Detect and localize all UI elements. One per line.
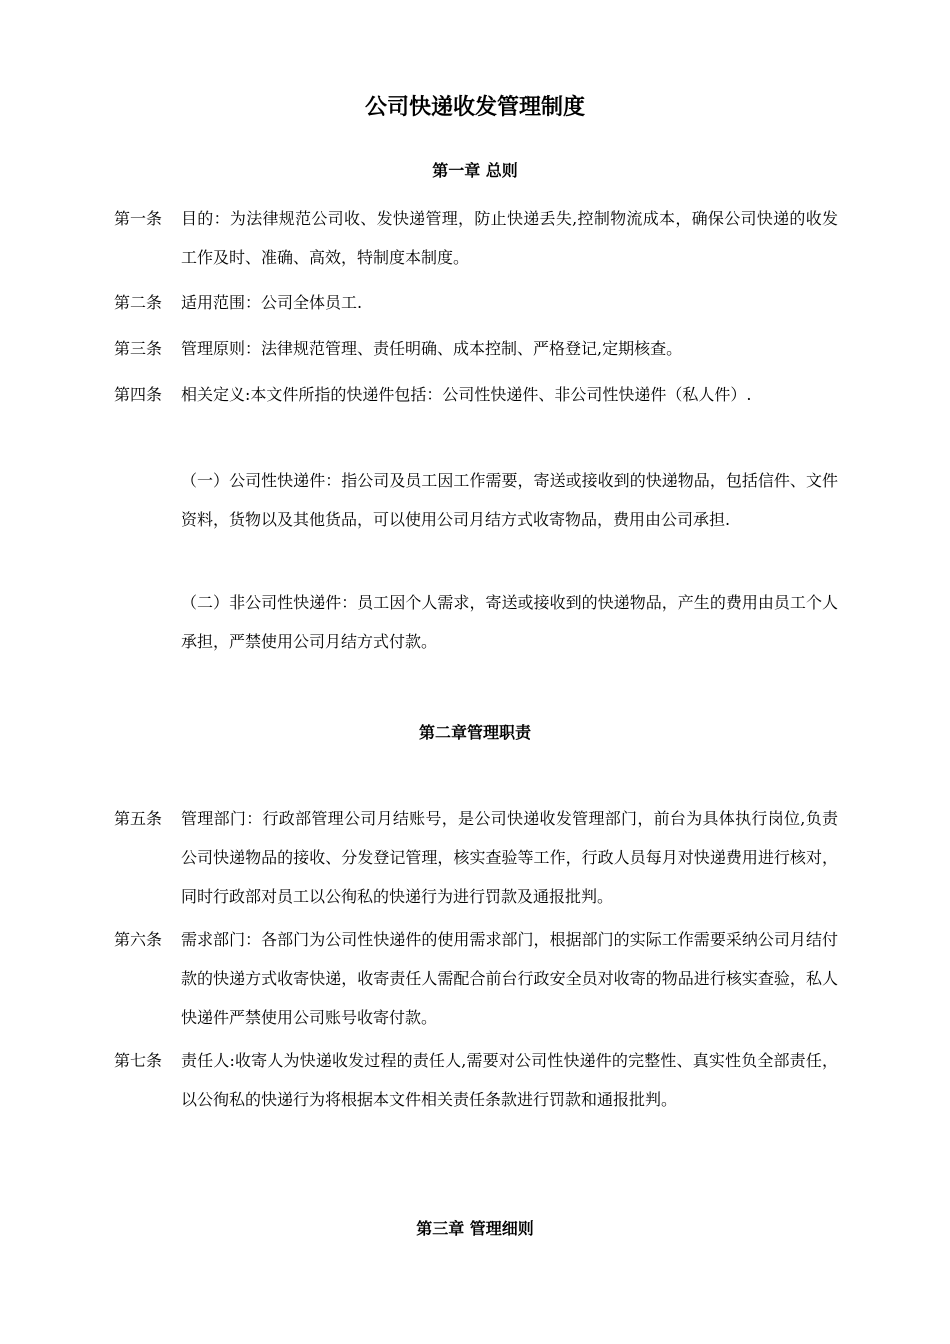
article-text: 需求部门：各部门为公司性快递件的使用需求部门，根据部门的实际工作需要采纳公司月结付款的快递方式收寄快递，收寄责任人需配合前台行政安全员对收寄的物品进行核实查验，私人快递件严禁使用公司账号收寄付款。 xyxy=(181,930,838,1027)
article-text: 管理部门：行政部管理公司月结账号，是公司快递收发管理部门，前台为具体执行岗位,负责公司快递物品的接收、分发登记管理，核实查验等工作，行政人员每月对快递费用进行核对，同时行政部对员工以公徇私的快递行为进行罚款及通报批判。 xyxy=(181,809,838,906)
subitem-2: （二）非公司性快递件：员工因个人需求，寄送或接收到的快递物品，产生的费用由员工个人承担，严禁使用公司月结方式付款。 xyxy=(181,593,838,651)
article-number: 第四条 xyxy=(114,385,163,404)
article-5 xyxy=(114,799,838,916)
article-2 xyxy=(114,283,838,322)
article-3 xyxy=(114,329,838,368)
article-number: 第三条 xyxy=(114,339,163,358)
article-text: 适用范围：公司全体员工. xyxy=(181,293,363,312)
article-1 xyxy=(114,199,838,277)
article-text: 相关定义:本文件所指的快递件包括：公司性快递件、非公司性快递件（私人件）. xyxy=(181,385,752,404)
article-number: 第六条 xyxy=(114,930,163,949)
article-number: 第一条 xyxy=(114,209,163,228)
article-7 xyxy=(114,1041,838,1119)
article-number: 第七条 xyxy=(114,1051,163,1070)
article-text: 责任人:收寄人为快递收发过程的责任人,需要对公司性快递件的完整性、真实性负全部责任，以公徇私的快递行为将根据本文件相关责任条款进行罚款和通报批判。 xyxy=(181,1051,838,1109)
article-text: 管理原则：法律规范管理、责任明确、成本控制、严格登记,定期核查。 xyxy=(181,339,683,358)
article-4 xyxy=(114,375,838,414)
article-number: 第二条 xyxy=(114,293,163,312)
chapter-heading-1: 第一章 总则 xyxy=(432,161,518,180)
article-number: 第五条 xyxy=(114,809,163,828)
chapter-heading-3: 第三章 管理细则 xyxy=(416,1219,534,1238)
subitem-1: （一）公司性快递件：指公司及员工因工作需要，寄送或接收到的快递物品，包括信件、文件资料，货物以及其他货品，可以使用公司月结方式收寄物品，费用由公司承担. xyxy=(181,471,838,529)
article-6 xyxy=(114,920,838,1037)
article-text: 目的：为法律规范公司收、发快递管理，防止快递丢失,控制物流成本，确保公司快递的收发工作及时、准确、高效，特制度本制度。 xyxy=(181,209,838,267)
chapter-heading-2: 第二章管理职责 xyxy=(418,723,531,742)
document-title: 公司快递收发管理制度 xyxy=(364,95,585,120)
